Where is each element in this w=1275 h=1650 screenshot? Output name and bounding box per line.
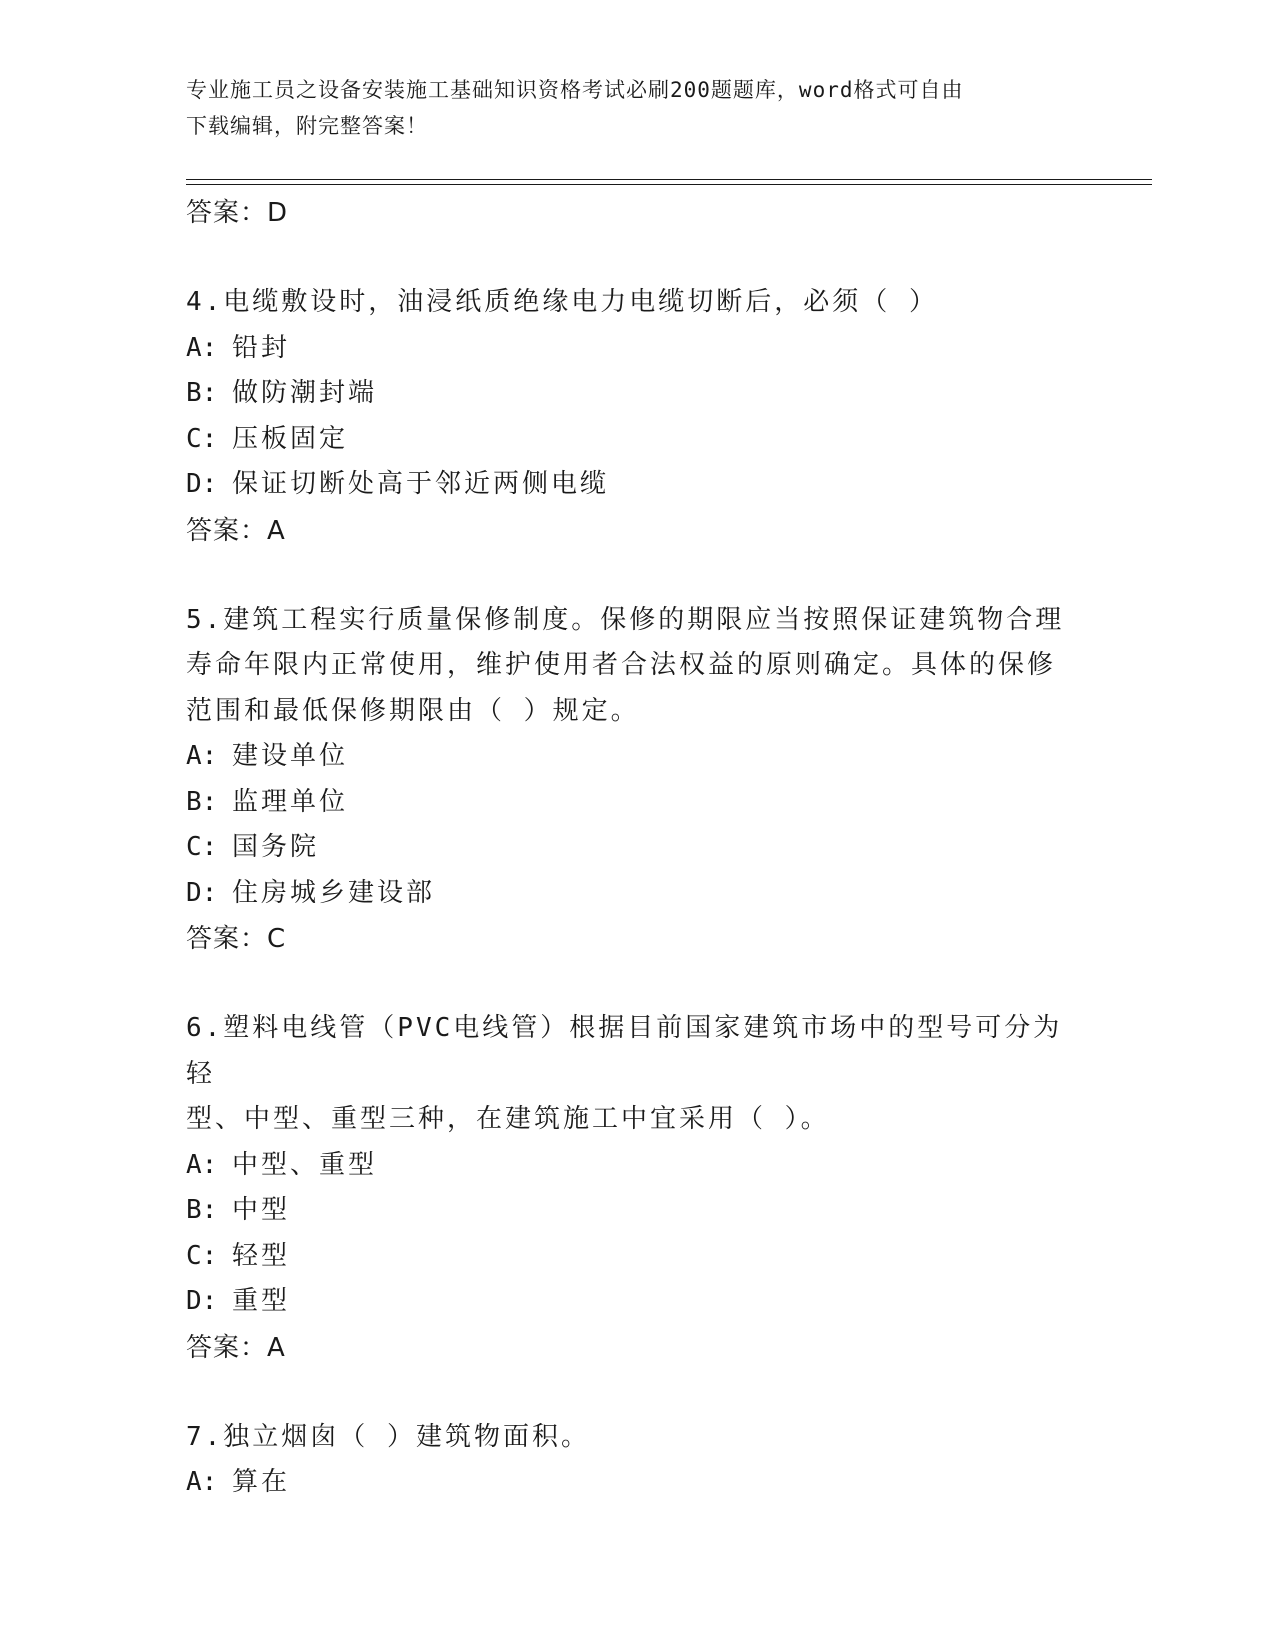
option-label: A:	[186, 1467, 218, 1497]
question-block	[186, 598, 1086, 963]
answer-line: 答案：C	[186, 924, 287, 954]
option-text: 中型、重型	[232, 1149, 378, 1180]
question-block	[186, 1006, 1086, 1371]
option-label: C:	[186, 832, 218, 862]
option-label: B:	[186, 1195, 218, 1225]
option-text: 算在	[232, 1467, 291, 1497]
option-text: 铅封	[232, 332, 291, 363]
option-label: A:	[186, 332, 218, 363]
header-line-2: 下载编辑，附完整答案！	[186, 114, 428, 138]
option-b	[186, 371, 1086, 417]
option-d	[186, 462, 1086, 508]
option-label: A:	[186, 1149, 218, 1180]
option-label: C:	[186, 423, 218, 454]
option-label: B:	[186, 786, 218, 817]
option-a	[186, 1460, 1086, 1506]
option-text: 压板固定	[232, 423, 349, 454]
document-header	[186, 72, 1066, 144]
option-label: A:	[186, 741, 218, 771]
previous-answer: 答案：D	[186, 198, 289, 228]
option-text: 国务院	[232, 832, 320, 862]
option-a	[186, 326, 1086, 372]
option-label: B:	[186, 378, 218, 408]
question-block	[186, 1415, 1086, 1506]
question-line: 寿命年限内正常使用，维护使用者合法权益的原则确定。具体的保修	[186, 650, 1057, 680]
option-text: 轻型	[232, 1240, 291, 1271]
question-text	[186, 1006, 1086, 1143]
option-c	[186, 825, 1086, 871]
question-text	[186, 1415, 1086, 1461]
question-text	[186, 280, 1086, 326]
answer-line: 答案：A	[186, 1332, 286, 1363]
option-label: D:	[186, 1286, 218, 1316]
question-line: 型、中型、重型三种，在建筑施工中宜采用（ ）。	[186, 1104, 830, 1134]
question-line: 6.塑料电线管（PVC电线管）根据目前国家建筑市场中的型号可分为轻	[186, 1013, 1063, 1089]
option-b	[186, 780, 1086, 826]
header-divider-top	[186, 179, 1152, 180]
option-text: 做防潮封端	[232, 378, 378, 408]
option-b	[186, 1188, 1086, 1234]
option-d	[186, 871, 1086, 917]
option-a	[186, 1143, 1086, 1189]
option-a	[186, 734, 1086, 780]
header-divider-bottom	[186, 184, 1152, 185]
answer-line: 答案：A	[186, 515, 286, 546]
question-line: 7.独立烟囱（ ）建筑物面积。	[186, 1421, 590, 1452]
option-text: 监理单位	[232, 786, 349, 817]
question-line: 4.电缆敷设时，油浸纸质绝缘电力电缆切断后，必须（ ）	[186, 287, 938, 317]
option-label: D:	[186, 877, 218, 908]
option-text: 住房城乡建设部	[232, 877, 436, 908]
option-text: 建设单位	[232, 741, 349, 771]
question-list	[186, 190, 1086, 1506]
option-label: C:	[186, 1240, 218, 1271]
question-line: 范围和最低保修期限由（ ）规定。	[186, 695, 640, 726]
option-d	[186, 1279, 1086, 1325]
question-block	[186, 280, 1086, 554]
question-line: 5.建筑工程实行质量保修制度。保修的期限应当按照保证建筑物合理	[186, 604, 1065, 635]
question-text	[186, 598, 1086, 735]
header-line-1: 专业施工员之设备安装施工基础知识资格考试必刷200题题库，word格式可自由	[186, 78, 964, 102]
option-c	[186, 417, 1086, 463]
option-label: D:	[186, 469, 218, 499]
option-text: 保证切断处高于邻近两侧电缆	[232, 469, 610, 499]
option-c	[186, 1234, 1086, 1280]
option-text: 重型	[232, 1286, 291, 1316]
option-text: 中型	[232, 1195, 291, 1225]
